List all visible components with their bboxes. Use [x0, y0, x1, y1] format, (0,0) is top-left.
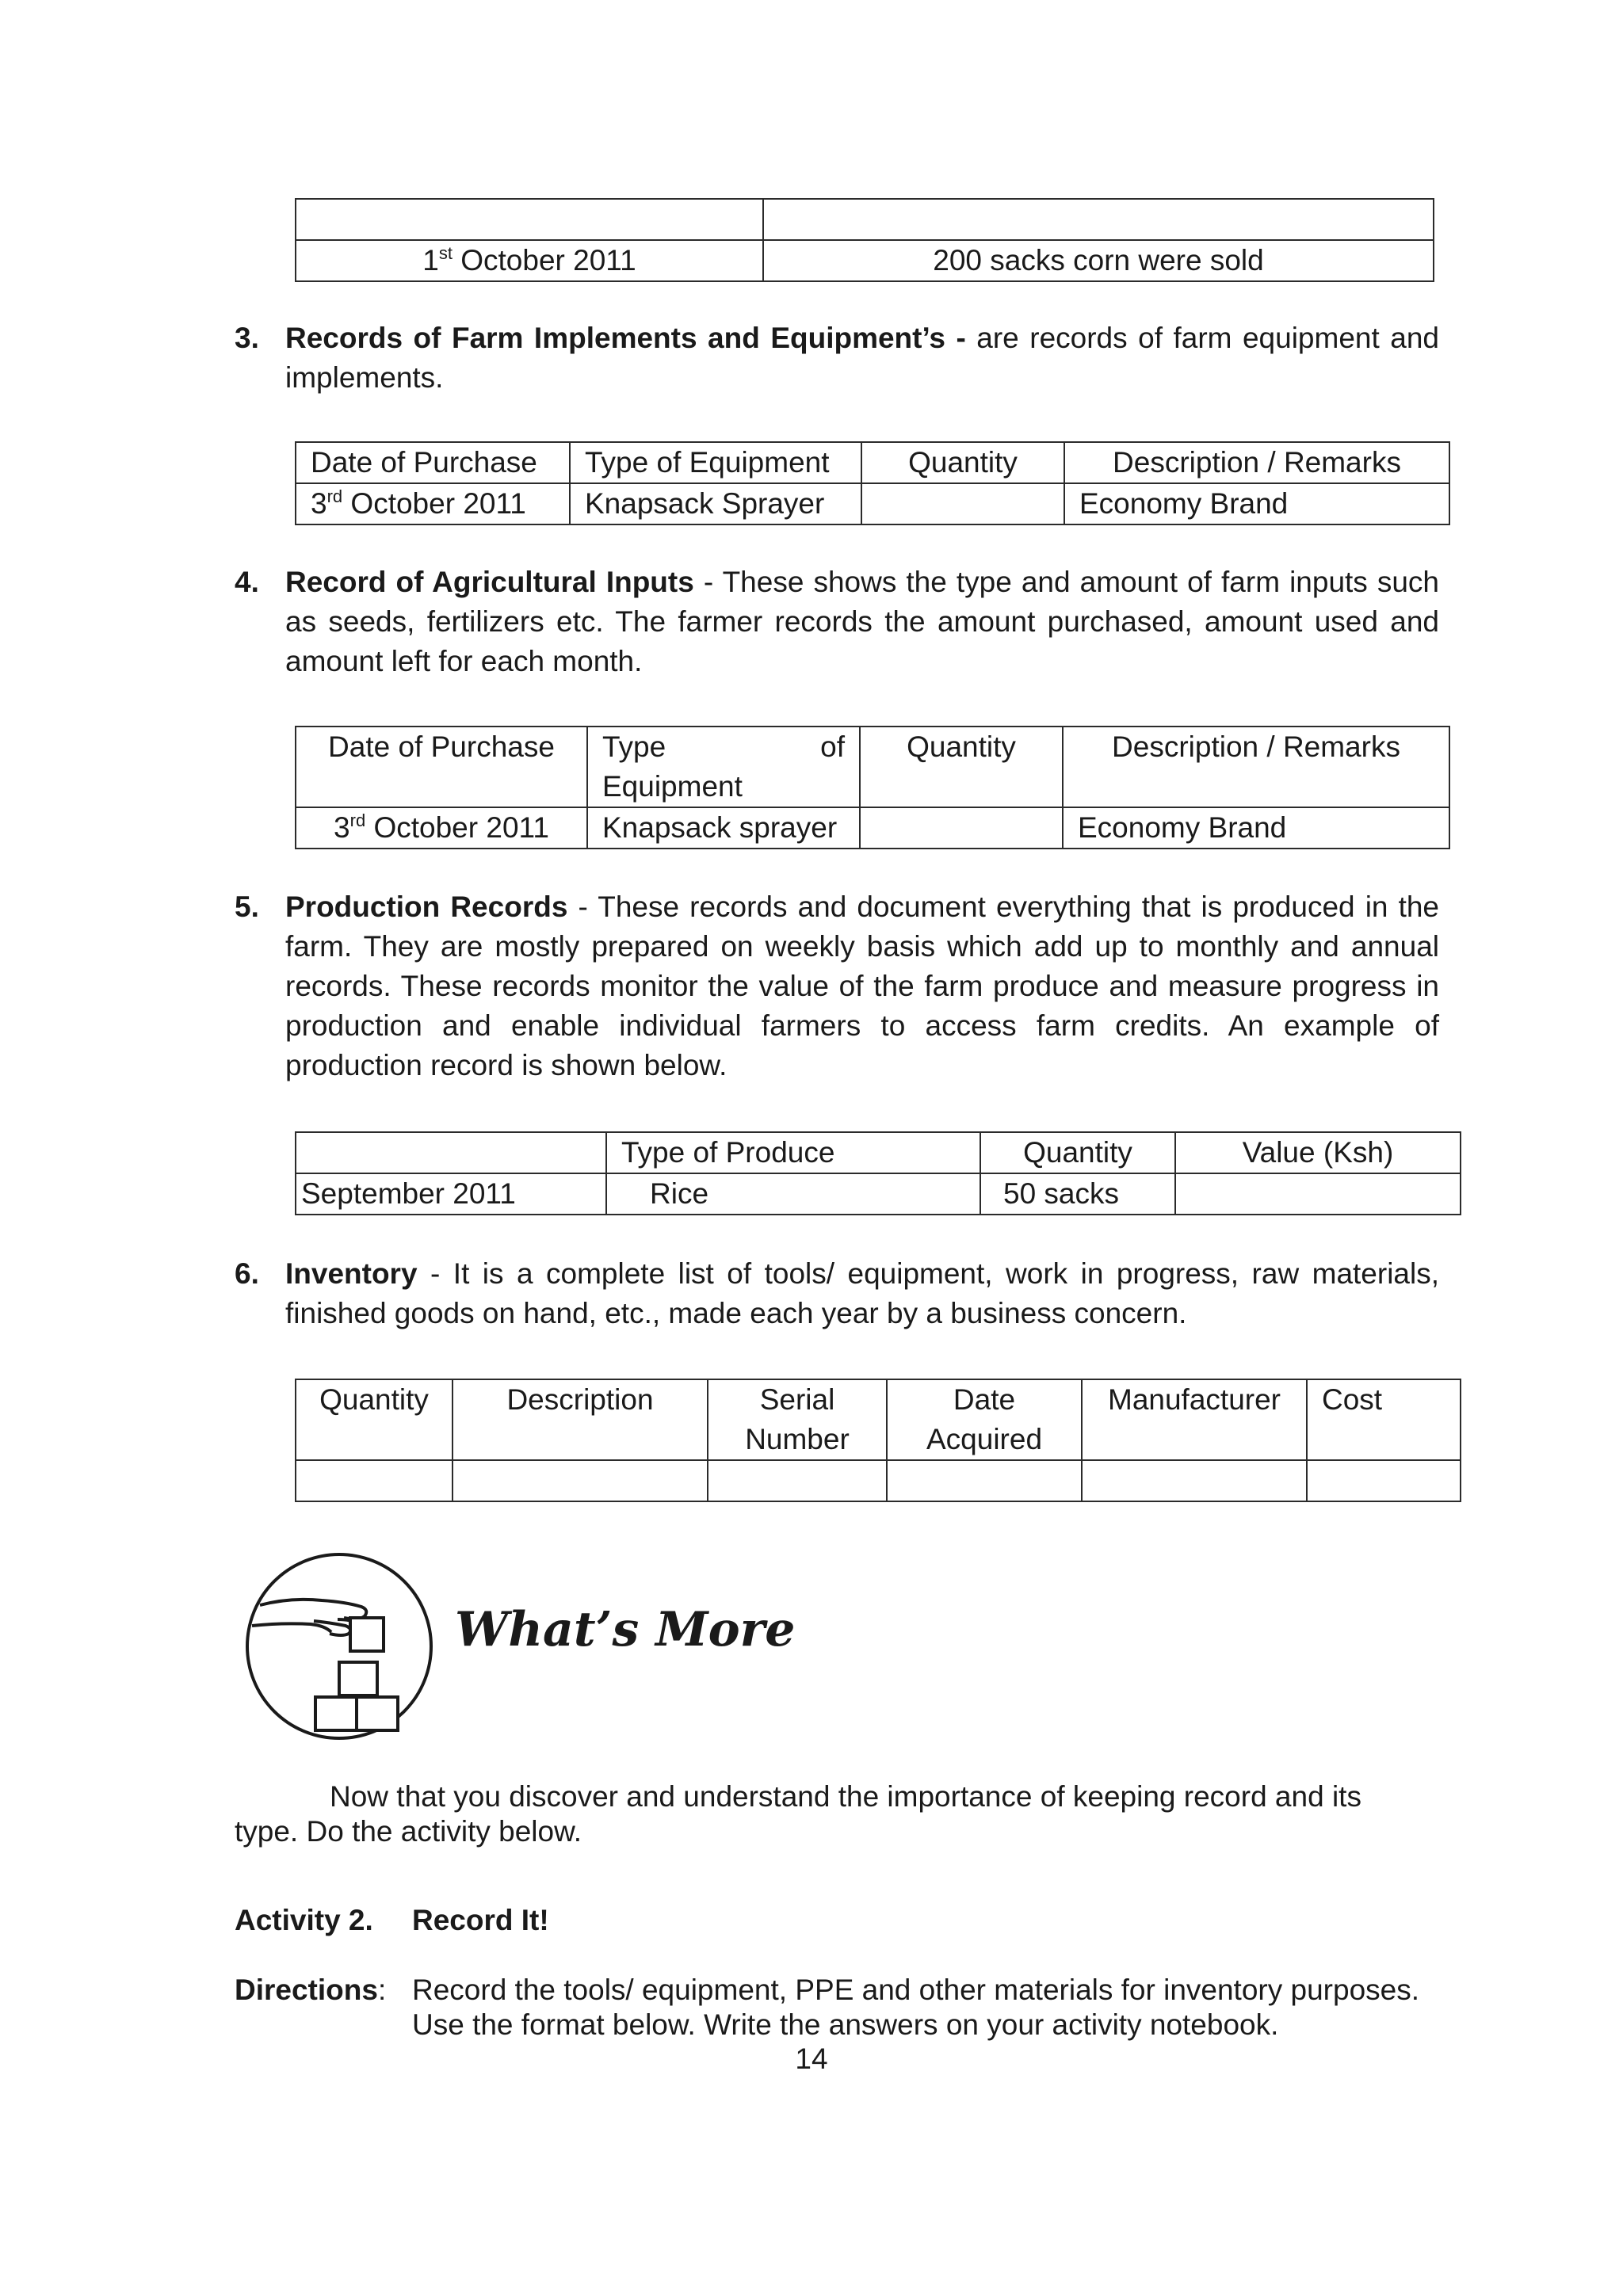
hand-stacking-blocks-icon	[242, 1550, 436, 1743]
section-title: Records of Farm Implements and Equipment’s -	[285, 322, 966, 354]
inventory-record-table	[295, 1379, 1461, 1502]
table-header-row	[296, 727, 1449, 807]
section-title: Record of Agricultural Inputs	[285, 566, 694, 598]
column-header	[296, 1132, 606, 1173]
section-number: 4.	[235, 566, 259, 598]
table-cell	[1175, 1173, 1461, 1215]
column-header: Description	[453, 1379, 708, 1460]
section-3	[235, 318, 1439, 398]
table-row	[296, 1173, 1461, 1215]
intro-line-1: Now that you discover and understand the importance of keeping record and its	[330, 1780, 1361, 1813]
section-text: - It is a complete list of tools/ equipment, work in progress, raw materials, finished goods on hand, etc., made each year by a business concern.	[285, 1257, 1439, 1329]
column-header: Type of Equipment	[587, 727, 860, 807]
table-cell	[296, 199, 763, 240]
section-heading: What’s More	[455, 1602, 796, 1657]
column-header: Description / Remarks	[1063, 727, 1449, 807]
section-title: Inventory	[285, 1257, 418, 1290]
section-number: 3.	[235, 322, 259, 354]
section-text: - These shows the type and amount of farm inputs such as seeds, fertilizers etc. The farmer records the amount purchased, amount used and amount left for each month.	[285, 566, 1440, 677]
intro-line-2: type. Do the activity below.	[235, 1815, 582, 1848]
table-cell	[1307, 1460, 1461, 1501]
section-text: are records of farm equipment and implements.	[285, 322, 1439, 394]
column-header: Type of Produce	[606, 1132, 980, 1173]
section-6	[235, 1254, 1439, 1333]
directions-line-1: Record the tools/ equipment, PPE and other materials for inventory purposes.	[412, 1974, 1420, 2006]
column-header: Type of Equipment	[570, 442, 861, 483]
column-header: Manufacturer	[1082, 1379, 1307, 1460]
activity-title: Record It!	[412, 1904, 549, 1936]
column-header: Quantity	[980, 1132, 1175, 1173]
column-header: Value (Ksh)	[1175, 1132, 1461, 1173]
table-cell-remarks: Economy Brand	[1063, 807, 1449, 849]
table-cell: 50 sacks	[980, 1173, 1175, 1215]
table-row	[296, 240, 1434, 281]
table-row	[296, 1460, 1461, 1501]
section-text: - These records and document everything that is produced in the farm. They are mostly prepared on weekly basis which add up to monthly and annual records. These records monitor the value of the farm produce and measure progress in production and enable individual farmers to access farm credits. An example of production record is shown below.	[285, 891, 1439, 1081]
column-header: Quantity	[860, 727, 1063, 807]
inputs-record-table	[295, 726, 1450, 849]
table-cell	[453, 1460, 708, 1501]
column-header: Date Acquired	[887, 1379, 1082, 1460]
table-cell	[1082, 1460, 1307, 1501]
table-cell	[296, 1460, 453, 1501]
column-header: Serial Number	[708, 1379, 887, 1460]
sales-record-table	[295, 198, 1434, 282]
table-cell-remarks: Economy Brand	[1064, 483, 1449, 524]
section-number: 6.	[235, 1257, 259, 1290]
section-number: 5.	[235, 891, 259, 923]
column-header: Date of Purchase	[296, 442, 570, 483]
table-cell: Rice	[606, 1173, 980, 1215]
implements-record-table	[295, 441, 1450, 525]
section-4	[235, 563, 1439, 681]
section-5	[235, 887, 1439, 1085]
activity-label: Activity 2.	[235, 1904, 373, 1936]
directions-line-2: Use the format below. Write the answers on your activity notebook.	[412, 2008, 1279, 2041]
table-cell	[763, 199, 1434, 240]
intro-paragraph	[235, 1779, 1439, 1849]
table-cell-quantity	[860, 807, 1063, 849]
column-header: Cost	[1307, 1379, 1461, 1460]
column-header: Quantity	[861, 442, 1064, 483]
column-header: Date of Purchase	[296, 727, 587, 807]
column-header: Quantity	[296, 1379, 453, 1460]
table-cell	[708, 1460, 887, 1501]
table-cell-date: 3rd October 2011	[296, 483, 570, 524]
directions-label: Directions:	[235, 1974, 387, 2006]
table-cell-date: 1st October 2011	[296, 240, 763, 281]
page-number: 14	[795, 2042, 828, 2075]
table-cell-date: 3rd October 2011	[296, 807, 587, 849]
section-title: Production Records	[285, 891, 568, 923]
table-row	[296, 483, 1449, 524]
table-cell-quantity	[861, 483, 1064, 524]
table-row	[296, 807, 1449, 849]
column-header: Description / Remarks	[1064, 442, 1449, 483]
table-cell	[887, 1460, 1082, 1501]
table-header-row	[296, 1132, 1461, 1173]
table-header-row	[296, 442, 1449, 483]
table-cell-type: Knapsack sprayer	[587, 807, 860, 849]
production-record-table	[295, 1131, 1461, 1215]
table-cell: September 2011	[296, 1173, 606, 1215]
table-header-row	[296, 1379, 1461, 1460]
table-row	[296, 199, 1434, 240]
table-cell-type: Knapsack Sprayer	[570, 483, 861, 524]
table-cell-event: 200 sacks corn were sold	[763, 240, 1434, 281]
